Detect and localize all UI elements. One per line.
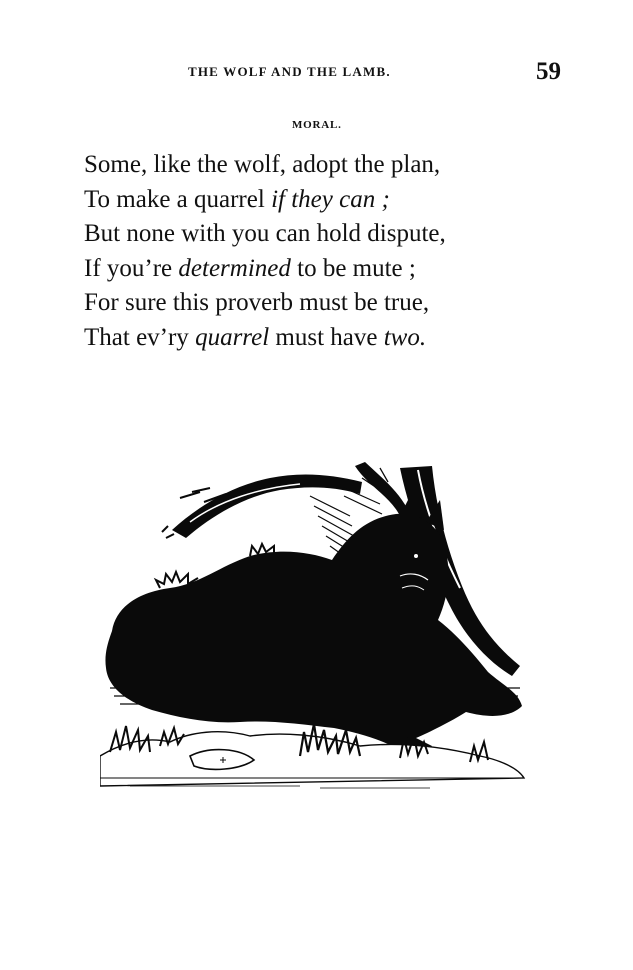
poem-text: For sure this proverb must be true,	[84, 289, 430, 316]
poem-line-2	[84, 183, 534, 218]
running-head-title: THE WOLF AND THE LAMB.	[188, 64, 391, 79]
poem-line-4	[84, 252, 534, 287]
italic-emphasis: if they can ;	[271, 185, 390, 213]
moral-poem	[84, 148, 534, 355]
poem-line-1	[84, 148, 534, 183]
poem-text: To make a quarrel	[84, 185, 272, 213]
italic-emphasis: quarrel	[195, 323, 270, 351]
poem-line-3	[84, 217, 534, 252]
wolf-engraving-illustration	[100, 456, 530, 806]
moral-heading: MORAL.	[292, 119, 342, 131]
poem-line-6	[84, 321, 534, 356]
poem-line-5	[84, 286, 534, 321]
page-number: 59	[536, 58, 561, 85]
poem-text: If you’re	[84, 254, 179, 282]
wolf-lying-icon	[105, 492, 522, 758]
poem-text: Some, like the wolf, adopt the plan,	[84, 151, 441, 178]
italic-emphasis: two.	[383, 323, 427, 351]
poem-text: That ev’ry	[84, 323, 196, 351]
italic-emphasis: determined	[178, 254, 291, 282]
branch	[162, 475, 362, 538]
foreground-grass	[100, 724, 524, 788]
poem-text: to be mute ;	[290, 254, 416, 282]
poem-text: must have	[269, 323, 384, 351]
poem-text: But none with you can hold dispute,	[84, 220, 446, 247]
